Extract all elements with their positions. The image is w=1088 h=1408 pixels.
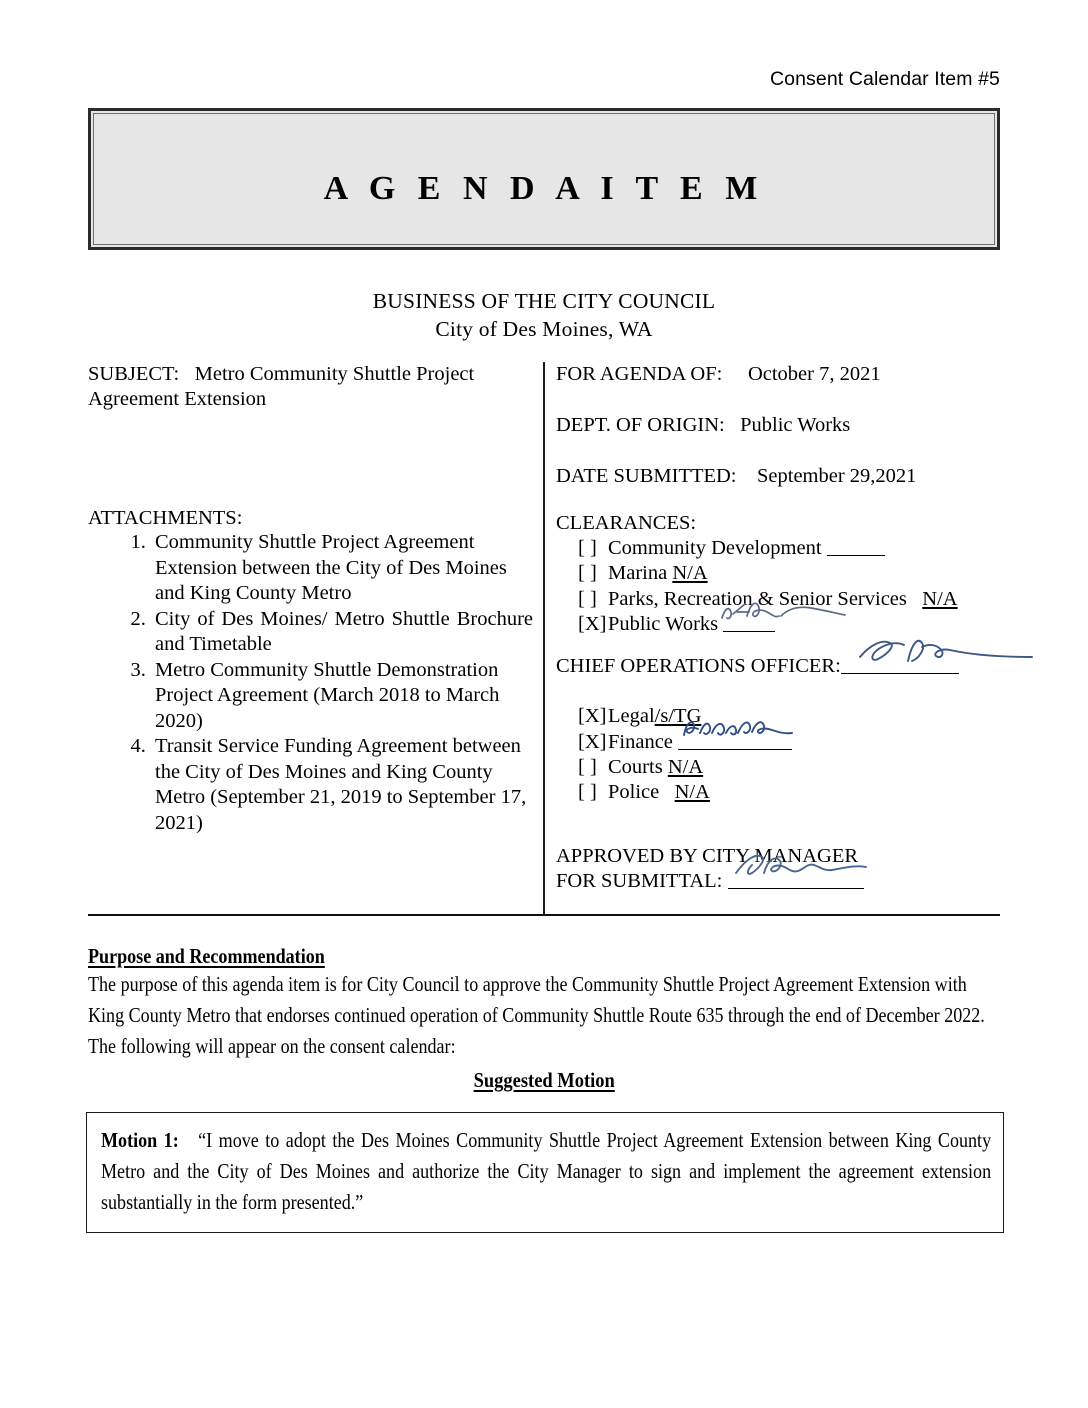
dept-of-origin-line bbox=[556, 413, 1000, 438]
subtitle-line-2: City of Des Moines, WA bbox=[435, 316, 653, 341]
chief-operations-officer-line[interactable] bbox=[556, 655, 1000, 678]
column-divider bbox=[543, 362, 545, 915]
checkbox-police[interactable]: [ ] bbox=[578, 781, 597, 804]
attachment-item: 2. City of Des Moines/ Metro Shuttle Brochure and Timetable bbox=[151, 607, 533, 658]
council-subtitle bbox=[0, 288, 1088, 343]
checkbox-legal[interactable]: [X] bbox=[578, 705, 607, 728]
checkbox-community-development[interactable]: [ ] bbox=[578, 537, 597, 559]
clearance-signature-line-public-works[interactable] bbox=[723, 616, 775, 632]
section-divider-rule bbox=[88, 914, 1000, 916]
clearance-row-courts[interactable] bbox=[556, 755, 1000, 780]
clearance-value-courts: N/A bbox=[667, 755, 704, 778]
approved-by-city-manager-line: APPROVED BY CITY MANAGER bbox=[556, 844, 859, 867]
clearance-label-police: Police bbox=[608, 781, 660, 804]
attachment-item: 4. Transit Service Funding Agreement between the City of Des Moines and King County Metro (September 21, 2019 to September 17, 2021) bbox=[151, 734, 533, 836]
clearance-label-legal: Legal bbox=[608, 705, 655, 728]
purpose-body-text: The purpose of this agenda item is for City Council to approve the Community Shuttle Project Agreement Extension with King County Metro that endorses continued operation of Community Shuttle Route 635 through the end of December 2022. The following will appear on the consent calendar: bbox=[88, 972, 985, 1058]
date-submitted-label: DATE SUBMITTED: bbox=[556, 465, 737, 487]
dept-of-origin-label: DEPT. OF ORIGIN: bbox=[556, 414, 725, 436]
clearance-label-public-works: Public Works bbox=[608, 612, 719, 635]
clearance-row-parks-recreation[interactable] bbox=[556, 587, 1000, 612]
purpose-heading: Purpose and Recommendation bbox=[88, 944, 325, 968]
clearance-row-legal[interactable] bbox=[556, 704, 1000, 729]
subject-value: Metro Community Shuttle Project Agreement Extension bbox=[88, 363, 475, 410]
agenda-item-title: A G E N D A I T E M bbox=[323, 170, 765, 207]
clearance-label-courts: Courts bbox=[608, 755, 663, 778]
clearance-row-public-works[interactable] bbox=[556, 612, 1000, 637]
subject-label: SUBJECT: bbox=[88, 363, 180, 385]
chief-operations-officer-label: CHIEF OPERATIONS OFFICER: bbox=[556, 655, 841, 678]
for-agenda-of-label: FOR AGENDA OF: bbox=[556, 363, 723, 385]
motion-text bbox=[101, 1125, 991, 1218]
clearance-signature-line-community-development[interactable] bbox=[827, 540, 885, 556]
checkbox-parks-recreation[interactable]: [ ] bbox=[578, 587, 597, 610]
checkbox-marina[interactable]: [ ] bbox=[578, 562, 597, 585]
motion-box bbox=[86, 1112, 1004, 1233]
for-submittal-label: FOR SUBMITTAL: bbox=[556, 869, 723, 892]
clearance-label-finance: Finance bbox=[608, 730, 673, 753]
agenda-detail-table bbox=[88, 362, 1000, 915]
clearance-value-police: N/A bbox=[674, 781, 710, 804]
left-column bbox=[88, 362, 533, 836]
subject-line bbox=[88, 362, 533, 412]
for-submittal-line[interactable] bbox=[556, 869, 1000, 894]
clearance-value-legal: /s/TG bbox=[654, 705, 702, 728]
for-agenda-of-value: October 7, 2021 bbox=[747, 363, 881, 385]
checkbox-courts[interactable]: [ ] bbox=[578, 755, 597, 778]
attachment-item: 1. Community Shuttle Project Agreement Extension between the City of Des Moines and King County Metro bbox=[151, 530, 533, 607]
clearance-value-parks-recreation: N/A bbox=[922, 587, 958, 610]
motion-label: Motion 1: bbox=[101, 1128, 179, 1152]
for-agenda-of-line bbox=[556, 362, 1000, 387]
dept-of-origin-value: Public Works bbox=[740, 414, 851, 436]
date-submitted-line bbox=[556, 464, 1000, 489]
motion-body: “I move to adopt the Des Moines Community Shuttle Project Agreement Extension between King County Metro and the City of Des Moines and authorize the City Manager to sign and implement the agreement extension substantially in the form presented.” bbox=[101, 1128, 992, 1215]
subtitle-line-1: BUSINESS OF THE CITY COUNCIL bbox=[372, 289, 716, 313]
clearance-value-marina: N/A bbox=[672, 562, 708, 585]
clearance-label-community-development: Community Development bbox=[608, 537, 822, 559]
right-column bbox=[556, 362, 1000, 894]
clearance-signature-line-finance[interactable] bbox=[678, 734, 792, 750]
clearance-label-parks-recreation: Parks, Recreation & Senior Services bbox=[608, 587, 907, 610]
clearance-row-police[interactable] bbox=[556, 780, 1000, 805]
consent-calendar-item-header: Consent Calendar Item #5 bbox=[769, 68, 1000, 90]
agenda-item-banner-inner bbox=[93, 113, 995, 245]
attachments-label: ATTACHMENTS: bbox=[88, 507, 243, 529]
attachments-list bbox=[88, 530, 533, 836]
clearance-row-community-development[interactable] bbox=[556, 536, 1000, 561]
checkbox-finance[interactable]: [X] bbox=[578, 730, 607, 753]
date-submitted-value: September 29,2021 bbox=[757, 465, 917, 487]
clearance-row-finance[interactable] bbox=[556, 730, 1000, 755]
suggested-motion-heading: Suggested Motion bbox=[473, 1068, 615, 1092]
clearance-label-marina: Marina bbox=[608, 562, 668, 585]
clearances-label: CLEARANCES: bbox=[556, 512, 697, 534]
chief-operations-officer-signature-line[interactable] bbox=[841, 658, 959, 674]
purpose-section bbox=[88, 944, 1006, 1062]
agenda-item-banner bbox=[88, 108, 1000, 250]
clearance-row-marina[interactable] bbox=[556, 561, 1000, 586]
attachment-item: 3. Metro Community Shuttle Demonstration Project Agreement (March 2018 to March 2020) bbox=[151, 658, 533, 735]
checkbox-public-works[interactable]: [X] bbox=[578, 612, 607, 635]
suggested-motion-heading-wrap bbox=[0, 1068, 1088, 1093]
for-submittal-signature-line[interactable] bbox=[728, 873, 864, 889]
city-manager-approval-block bbox=[556, 844, 1000, 894]
